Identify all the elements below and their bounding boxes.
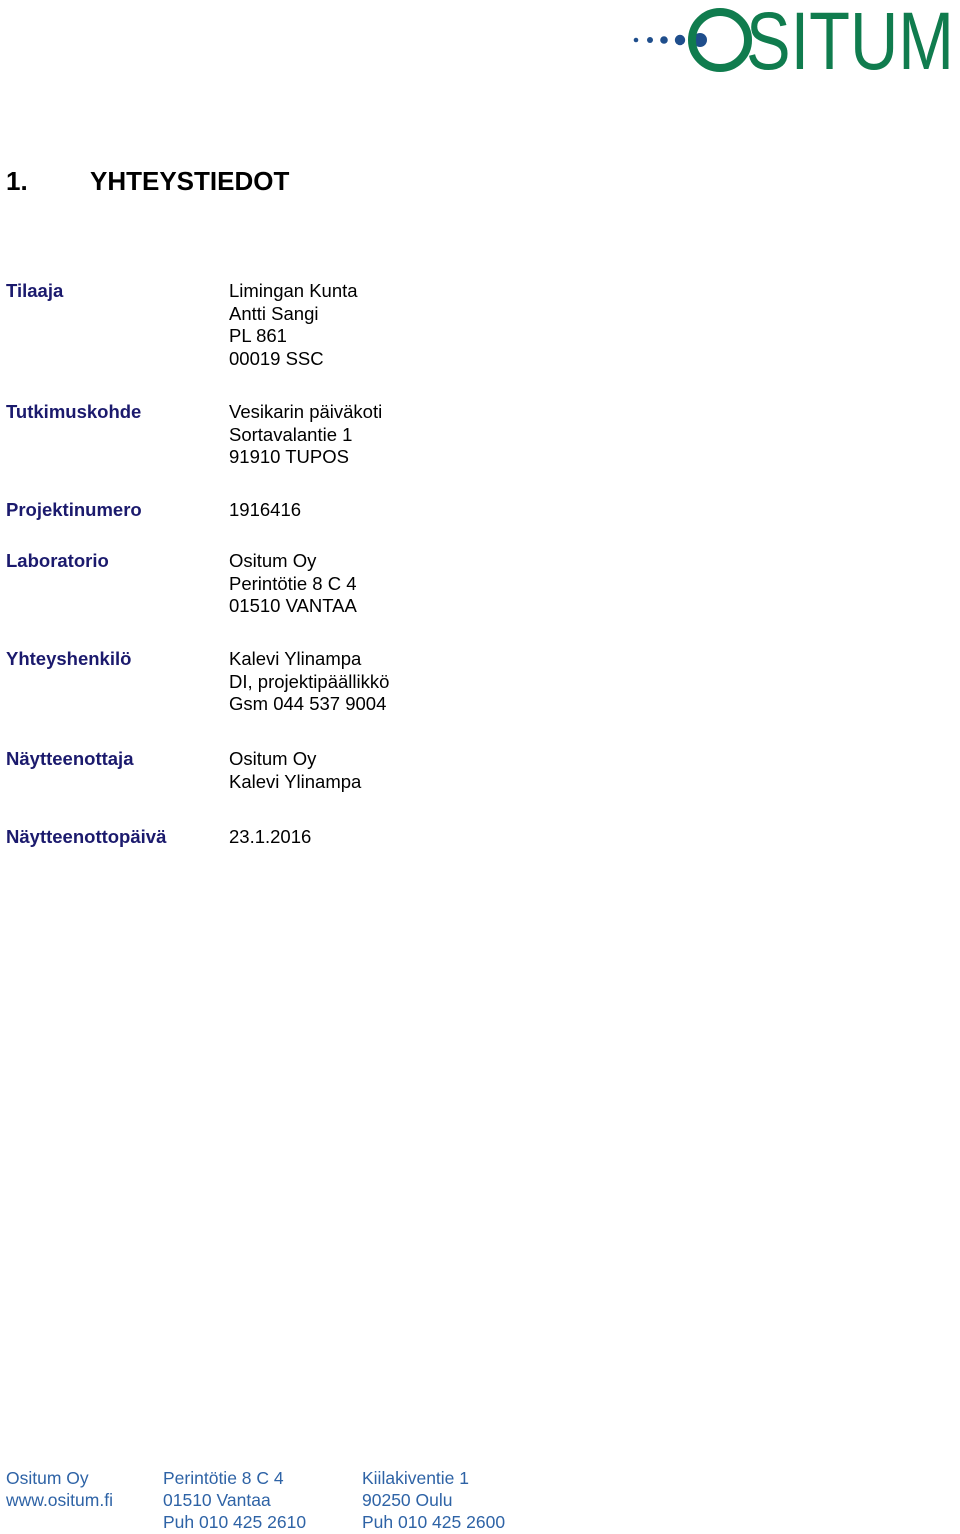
- info-line: Kalevi Ylinampa: [229, 648, 362, 669]
- info-row-projektinumero: [6, 499, 301, 522]
- info-line: Ositum Oy: [229, 550, 317, 571]
- info-row-tilaaja: [6, 280, 358, 371]
- logo-wordmark: SITUM: [746, 2, 954, 74]
- info-line: Antti Sangi: [229, 302, 319, 324]
- footer-line: 01510 Vantaa: [163, 1490, 271, 1510]
- info-line: 1916416: [229, 499, 302, 520]
- info-value: [229, 748, 361, 793]
- info-label: Tutkimuskohde: [6, 401, 142, 422]
- ositum-logo: [630, 2, 956, 74]
- footer-line: Kiilakiventie 1: [362, 1468, 469, 1488]
- info-line: 91910 TUPOS: [229, 446, 349, 468]
- logo-dot-3: [660, 36, 668, 44]
- info-line: Limingan Kunta: [229, 280, 358, 301]
- info-value: [229, 550, 357, 618]
- info-row-yhteyshenkilo: [6, 648, 389, 716]
- info-label: Näytteenottopäivä: [6, 826, 167, 847]
- footer-column-oulu: [362, 1467, 505, 1533]
- footer-column-vantaa: [163, 1467, 306, 1533]
- info-line: PL 861: [229, 325, 287, 347]
- info-line: Perintötie 8 C 4: [229, 572, 357, 594]
- info-line: Gsm 044 537 9004: [229, 693, 387, 715]
- heading-number: 1.: [6, 166, 28, 196]
- info-row-laboratorio: [6, 550, 357, 618]
- info-value: [229, 648, 389, 716]
- footer-link-website[interactable]: www.ositum.fi: [6, 1490, 113, 1510]
- info-line: Kalevi Ylinampa: [229, 770, 362, 792]
- info-row-tutkimuskohde: [6, 401, 382, 469]
- info-line: Ositum Oy: [229, 748, 317, 769]
- logo-dot-1: [634, 38, 639, 43]
- info-value: [229, 401, 382, 469]
- heading-title: YHTEYSTIEDOT: [90, 166, 290, 196]
- info-label: Yhteyshenkilö: [6, 648, 132, 669]
- info-value: [229, 826, 311, 849]
- info-value: [229, 499, 301, 522]
- section-heading: [6, 166, 289, 197]
- info-label: Näytteenottaja: [6, 748, 134, 769]
- info-line: DI, projektipäällikkö: [229, 670, 390, 692]
- info-label: Projektinumero: [6, 499, 142, 520]
- info-label: Tilaaja: [6, 280, 64, 301]
- footer-line: Puh 010 425 2600: [362, 1512, 506, 1532]
- info-line: 00019 SSC: [229, 348, 324, 370]
- info-value: [229, 280, 358, 371]
- info-label: Laboratorio: [6, 550, 109, 571]
- logo-dot-2: [647, 37, 653, 43]
- info-row-naytteenottopaiva: [6, 826, 311, 849]
- footer-line: Perintötie 8 C 4: [163, 1468, 284, 1488]
- logo-dot-4: [675, 35, 685, 45]
- footer-line: Ositum Oy: [6, 1468, 89, 1488]
- info-line: Vesikarin päiväkoti: [229, 401, 383, 422]
- info-line: 23.1.2016: [229, 826, 312, 847]
- footer-column-company: [6, 1467, 113, 1511]
- info-line: Sortavalantie 1: [229, 423, 353, 445]
- footer-line: Puh 010 425 2610: [163, 1512, 307, 1532]
- info-line: 01510 VANTAA: [229, 595, 357, 617]
- footer-line: 90250 Oulu: [362, 1490, 453, 1510]
- info-row-naytteenottaja: [6, 748, 361, 793]
